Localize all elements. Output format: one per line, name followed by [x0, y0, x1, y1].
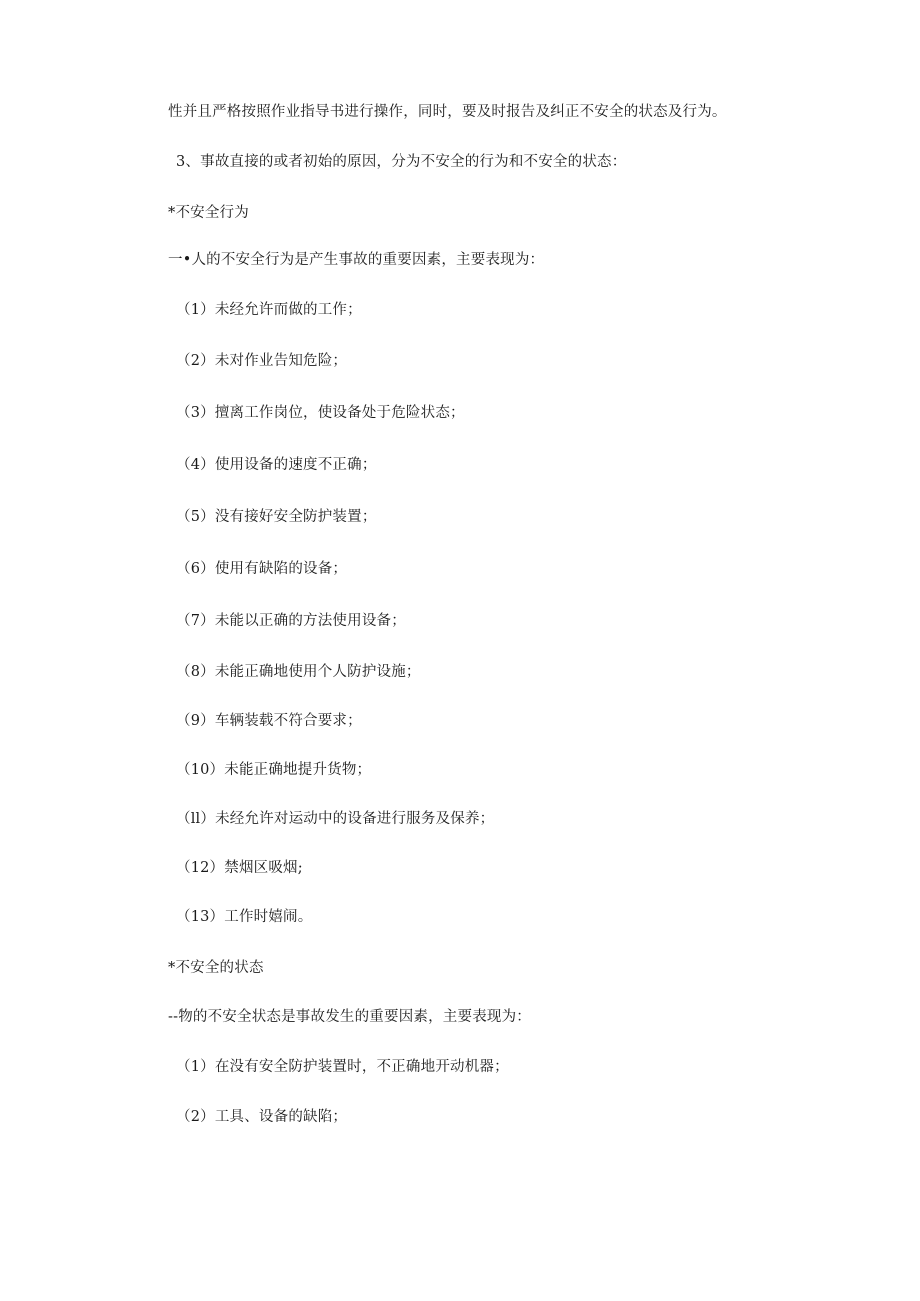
list-item: （10）未能正确地提升货物； — [176, 762, 372, 778]
list-item: （12）禁烟区吸烟; — [176, 860, 303, 876]
subheading-unsafe-state: *不安全的状态 — [168, 960, 264, 976]
intro-unsafe-state: --物的不安全状态是事故发生的重要因素，主要表现为： — [168, 1009, 531, 1025]
list-item: （2）工具、设备的缺陷； — [176, 1109, 348, 1125]
list-item: （ll）未经允许对运动中的设备进行服务及保养； — [176, 811, 495, 827]
list-item: （9）车辆装载不符合要求； — [176, 713, 362, 729]
list-item: （13）工作时嬉闹。 — [176, 909, 313, 925]
list-item: （4）使用设备的速度不正确； — [176, 457, 377, 473]
list-item: （1）未经允许而做的工作； — [176, 302, 362, 318]
subheading-unsafe-behavior: *不安全行为 — [168, 205, 249, 221]
list-item: （2）未对作业告知危险； — [176, 353, 348, 369]
intro-unsafe-behavior: 一•人的不安全行为是产生事故的重要因素，主要表现为： — [168, 252, 545, 268]
list-item: （7）未能以正确的方法使用设备； — [176, 613, 406, 629]
section-heading-3: 3、事故直接的或者初始的原因，分为不安全的行为和不安全的状态： — [176, 154, 627, 170]
paragraph-continuation: 性并且严格按照作业指导书进行操作，同时，要及时报告及纠正不安全的状态及行为。 — [168, 104, 727, 120]
list-item: （5）没有接好安全防护装置； — [176, 509, 377, 525]
list-item: （8）未能正确地使用个人防护设施； — [176, 664, 421, 680]
list-item: （6）使用有缺陷的设备； — [176, 561, 348, 577]
list-item: （1）在没有安全防护装置时，不正确地开动机器； — [176, 1059, 509, 1075]
list-item: （3）擅离工作岗位，使设备处于危险状态； — [176, 405, 465, 421]
